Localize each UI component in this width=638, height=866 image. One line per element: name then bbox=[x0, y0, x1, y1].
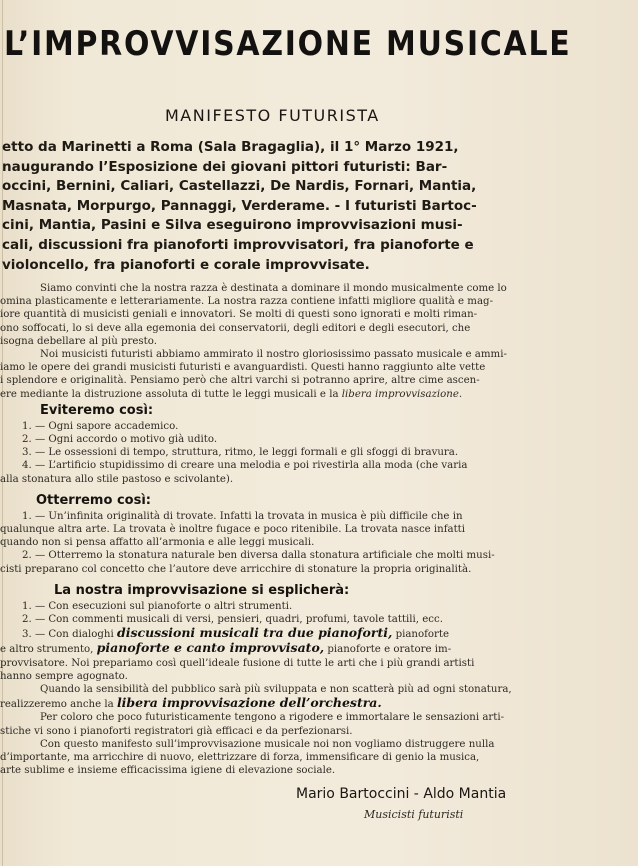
intro-line: cini, Mantia, Pasini e Silva eseguirono improvvisazioni musi- bbox=[2, 217, 463, 234]
para4-line: stiche vi sono i pianoforti registratori già efficaci e da perfezionarsi. bbox=[0, 725, 353, 737]
intro-line: violoncello, fra pianoforti e corale improvvisate. bbox=[2, 256, 370, 273]
para3-line bbox=[0, 696, 638, 711]
signature-role: Musicisti futuristi bbox=[364, 808, 464, 821]
list3-item4-lead: e altro strumento, bbox=[0, 644, 94, 656]
para1-line: iore quantità di musicisti geniali e innovatori. Se molti di questi sono ignorati e molti riman- bbox=[0, 309, 478, 321]
list3-item bbox=[0, 626, 638, 641]
para2-last-text: ere mediante la distruzione assoluta di tutte le leggi musicali e la bbox=[0, 388, 339, 400]
intro-line: occini, Bernini, Caliari, Castellazzi, De Nardis, Fornari, Mantia, bbox=[2, 178, 477, 195]
intro-paragraph bbox=[2, 138, 638, 275]
para1-line: ono soffocati, lo si deve alla egemonia dei conservatorii, degli editori e degli esecutori, che bbox=[0, 322, 471, 334]
page-title: L’IMPROVVISAZIONE MUSICALE bbox=[4, 24, 572, 64]
list1-item: 4. — L’artificio stupidissimo di creare una melodia e poi rivestirla alla moda (che varia bbox=[22, 460, 468, 472]
heading-eviteremo: Eviteremo così: bbox=[40, 402, 154, 418]
list3-item3-emph: discussioni musicali tra due pianoforti, bbox=[116, 626, 393, 641]
para3-lead: realizzeremo anche la bbox=[0, 699, 114, 711]
heading-esplichera: La nostra improvvisazione si esplicherà: bbox=[54, 582, 350, 598]
manifesto-body bbox=[0, 282, 638, 778]
list3-item4-tail: pianoforte e oratore im- bbox=[327, 644, 452, 656]
intro-line: Masnata, Morpurgo, Pannaggi, Verderame. - I futuristi Bartoc- bbox=[2, 197, 477, 214]
list1-item-cont: alla stonatura allo stile pastoso e scivolante). bbox=[0, 473, 234, 485]
para1-line: Siamo convinti che la nostra razza è destinata a dominare il mondo musicalmente come lo bbox=[40, 283, 507, 294]
list2-item-cont: cisti preparano col concetto che l’autore deve arricchire di stonature la propria originalità. bbox=[0, 563, 472, 575]
para2-last-line bbox=[0, 388, 638, 401]
list3-item3-lead: 3. — Con dialoghi bbox=[22, 629, 114, 641]
manifesto-subtitle: MANIFESTO FUTURISTA bbox=[165, 106, 380, 125]
list1-item: 3. — Le ossessioni di tempo, struttura, ritmo, le leggi formali e gli sfoggi di bravura. bbox=[22, 447, 459, 459]
list3-item4-emph: pianoforte e canto improvvisato, bbox=[96, 641, 325, 656]
intro-line: etto da Marinetti a Roma (Sala Bragaglia), il 1° Marzo 1921, bbox=[2, 139, 459, 155]
intro-line: naugurando l’Esposizione dei giovani pittori futuristi: Bar- bbox=[2, 158, 448, 175]
signature-names: Mario Bartoccini - Aldo Mantia bbox=[296, 786, 507, 802]
list3-item3-tail: pianoforte bbox=[395, 629, 450, 641]
list2-item: 2. — Otterremo la stonatura naturale ben diversa dalla stonatura artificiale che molti musi- bbox=[22, 550, 495, 562]
list3-item-cont: provvisatore. Noi prepariamo così quell’ideale fusione di tutte le arti che i più grandi artisti bbox=[0, 657, 475, 669]
para2-line: iamo le opere dei grandi musicisti futuristi e avanguardisti. Questi hanno raggiunto alte vette bbox=[0, 362, 486, 374]
list3-item: 2. — Con commenti musicali di versi, pensieri, quadri, profumi, tavole tattili, ecc. bbox=[22, 614, 443, 626]
list1-item: 2. — Ogni accordo o motivo già udito. bbox=[22, 434, 218, 446]
list2-item: 1. — Un’infinita originalità di trovate. Infatti la trovata in musica è più difficile che in bbox=[22, 510, 463, 522]
heading-otterremo: Otterremo così: bbox=[36, 492, 151, 508]
list3-item-cont bbox=[0, 641, 638, 656]
list1-item: 1. — Ogni sapore accademico. bbox=[22, 420, 179, 432]
para1-line: omina plasticamente e letterariamente. La nostra razza contiene infatti migliore qualità e mag- bbox=[0, 296, 494, 308]
para3-line: Quando la sensibilità del pubblico sarà più sviluppata e non scatterà più ad ogni stonatura, bbox=[40, 684, 512, 696]
para4-line: Per coloro che poco futuristicamente tengono a rigodere e immortalare le sensazioni arti- bbox=[40, 712, 505, 724]
list3-item-cont: hanno sempre agognato. bbox=[0, 670, 128, 682]
para3-emph: libera improvvisazione dell’orchestra. bbox=[116, 696, 382, 711]
para5-line: Con questo manifesto sull’improvvisazione musicale noi non vogliamo distruggere nulla bbox=[40, 738, 495, 750]
para2-line: i splendore e originalità. Pensiamo però che altri varchi si potranno aprire, altre cime ascen- bbox=[0, 375, 480, 387]
para5-line: arte sublime e insieme efficacissima igiene di elevazione sociale. bbox=[0, 765, 336, 777]
intro-line: cali, discussioni fra pianoforti improvvisatori, fra pianoforte e bbox=[2, 236, 474, 253]
para5-line: d’importante, ma arricchire di nuovo, elettrizzare di forza, immensificare di genio la musica, bbox=[0, 752, 480, 764]
list2-item-cont: quando non si pensa affatto all’armonia e alle leggi musicali. bbox=[0, 537, 315, 549]
list3-item: 1. — Con esecuzioni sul pianoforte o altri strumenti. bbox=[22, 600, 293, 612]
para2-last-italic: libera improvvisazione. bbox=[341, 388, 463, 400]
list2-item-cont: qualunque altra arte. La trovata è inoltre fugace e poco ritenibile. La trovata nasce infatti bbox=[0, 524, 466, 536]
para2-line: Noi musicisti futuristi abbiamo ammirato il nostro gloriosissimo passato musicale e ammi- bbox=[40, 349, 507, 361]
para1-line: isogna debellare al più presto. bbox=[0, 335, 157, 347]
